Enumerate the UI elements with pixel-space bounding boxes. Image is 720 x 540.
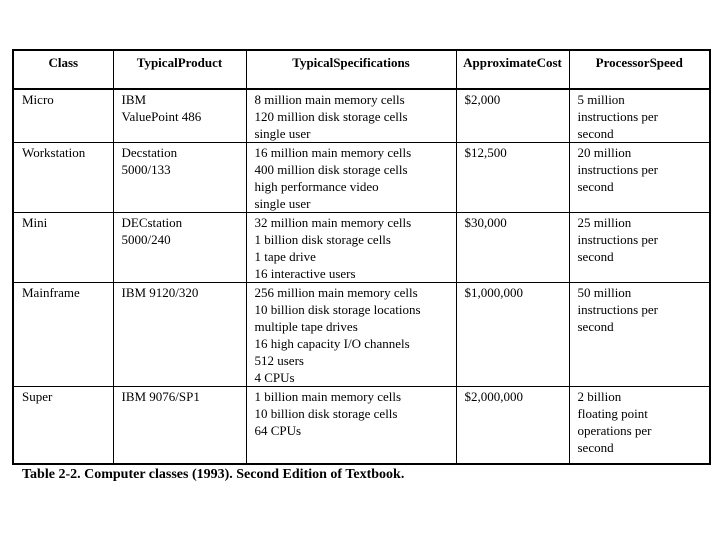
cell-specs: 256 million main memory cells 10 billion disk storage locations multiple tape drives 16 high capacity I/O channels 512 users 4 CPUs xyxy=(246,283,456,387)
cell-specs: 8 million main memory cells 120 million disk storage cells single user xyxy=(246,89,456,143)
cell-cost: $2,000,000 xyxy=(456,387,569,464)
cell-specs: 1 billion main memory cells 10 billion disk storage cells 64 CPUs xyxy=(246,387,456,464)
header-class: Class xyxy=(13,50,113,89)
cell-product: IBM 9120/320 xyxy=(113,283,246,387)
cell-product: Decstation 5000/133 xyxy=(113,143,246,213)
cell-speed: 20 million instructions per second xyxy=(569,143,710,213)
computer-classes-table xyxy=(12,49,711,465)
cell-cost: $2,000 xyxy=(456,89,569,143)
cell-speed: 2 billion floating point operations per second xyxy=(569,387,710,464)
cell-product: IBM ValuePoint 486 xyxy=(113,89,246,143)
cell-specs: 16 million main memory cells 400 million disk storage cells high performance video single user xyxy=(246,143,456,213)
cell-speed: 25 million instructions per second xyxy=(569,213,710,283)
cell-speed: 50 million instructions per second xyxy=(569,283,710,387)
cell-specs: 32 million main memory cells 1 billion disk storage cells 1 tape drive 16 interactive users xyxy=(246,213,456,283)
cell-class: Micro xyxy=(13,89,113,143)
cell-product: DECstation 5000/240 xyxy=(113,213,246,283)
table-row-mini xyxy=(13,213,710,283)
cell-product: IBM 9076/SP1 xyxy=(113,387,246,464)
header-processor-speed: ProcessorSpeed xyxy=(569,50,710,89)
header-typical-product: TypicalProduct xyxy=(113,50,246,89)
header-typical-specifications: TypicalSpecifications xyxy=(246,50,456,89)
cell-cost: $1,000,000 xyxy=(456,283,569,387)
cell-class: Mini xyxy=(13,213,113,283)
header-row xyxy=(13,50,710,89)
cell-class: Super xyxy=(13,387,113,464)
cell-speed: 5 million instructions per second xyxy=(569,89,710,143)
table-caption: Table 2-2. Computer classes (1993). Second Edition of Textbook. xyxy=(22,467,405,482)
table-row-super xyxy=(13,387,710,464)
cell-cost: $12,500 xyxy=(456,143,569,213)
cell-class: Mainframe xyxy=(13,283,113,387)
table-row-micro xyxy=(13,89,710,143)
table-row-workstation xyxy=(13,143,710,213)
cell-class: Workstation xyxy=(13,143,113,213)
header-approximate-cost: ApproximateCost xyxy=(456,50,569,89)
table-row-mainframe xyxy=(13,283,710,387)
cell-cost: $30,000 xyxy=(456,213,569,283)
